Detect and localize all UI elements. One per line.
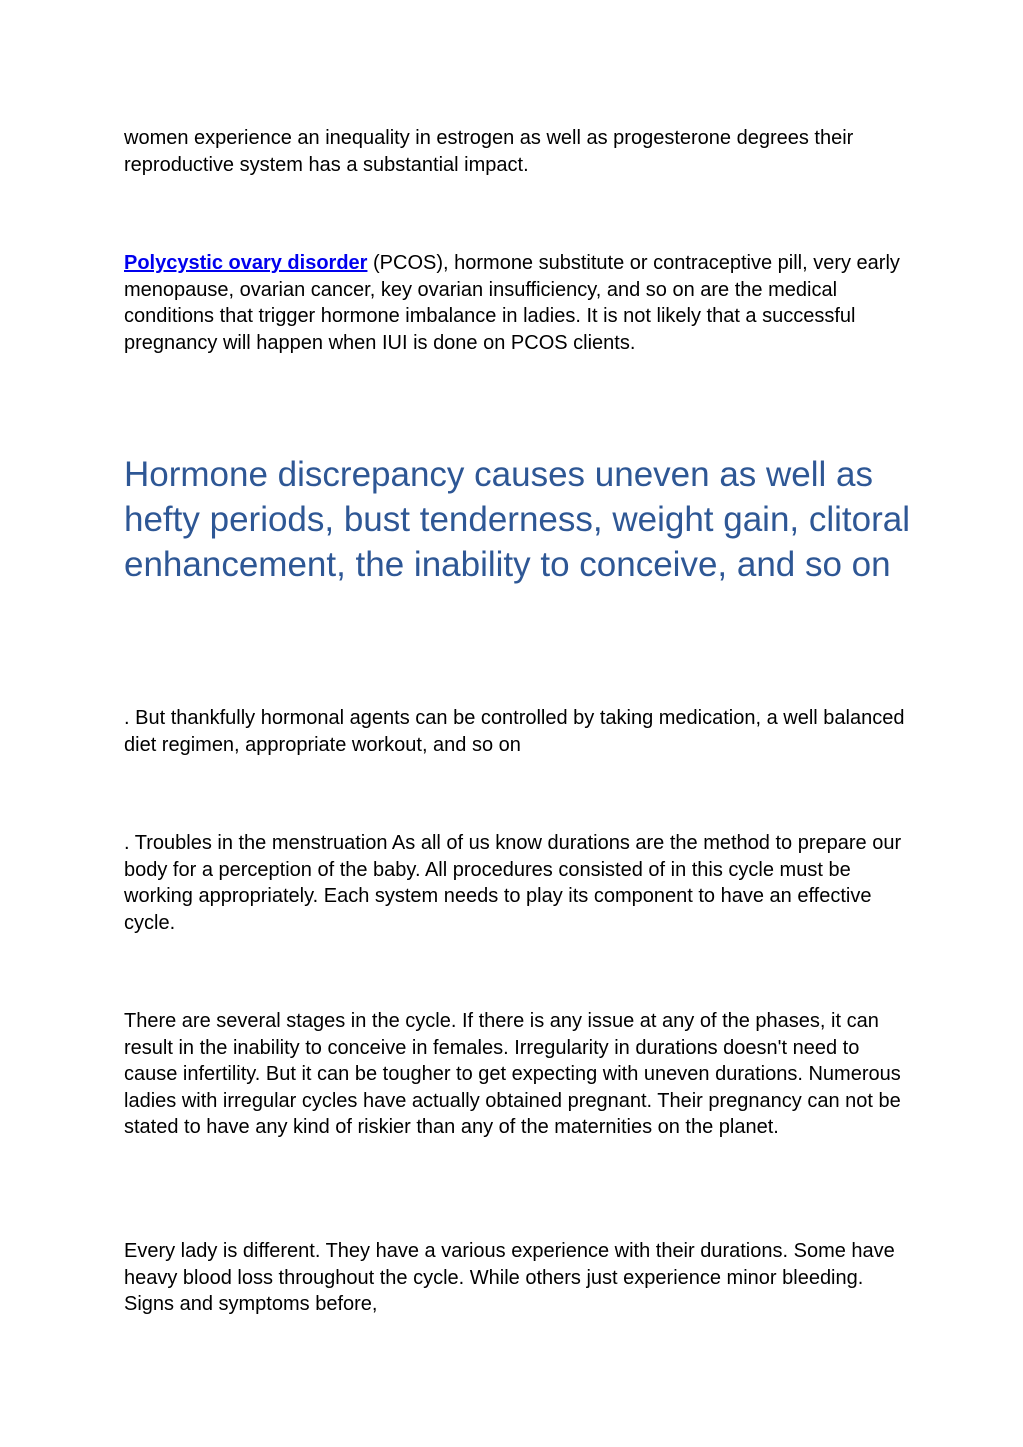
paragraph-4: . Troubles in the menstruation As all of us know durations are the method to prepare our body for a perception of the baby. All procedures consisted of in this cycle must be working appropriately. Each system needs to play its component to have an effective cycle. bbox=[124, 832, 902, 934]
paragraph-2 bbox=[124, 250, 914, 356]
paragraph-1: women experience an inequality in estrogen as well as progesterone degrees their reproductive system has a substantial impact. bbox=[124, 127, 854, 176]
paragraph-6: Every lady is different. They have a various experience with their durations. Some have heavy blood loss throughout the cycle. While others just experience minor bleeding. Signs and symptoms before, bbox=[124, 1240, 895, 1315]
paragraph-3: . But thankfully hormonal agents can be controlled by taking medication, a well balanced diet regimen, appropriate workout, and so on bbox=[124, 707, 905, 756]
paragraph-2-text: (PCOS), hormone substitute or contraceptive pill, very early menopause, ovarian cancer, key ovarian insufficiency, and so on are the medical conditions that trigger hormone imbalance in ladies. It is not likely that a successful pregnancy will happen when IUI is done on PCOS clients. bbox=[124, 252, 900, 354]
section-heading: Hormone discrepancy causes uneven as well as hefty periods, bust tenderness, weight gain, clitoral enhancement, the inability to conceive, and so on bbox=[124, 455, 910, 584]
paragraph-5: There are several stages in the cycle. If there is any issue at any of the phases, it can result in the inability to conceive in females. Irregularity in durations doesn't need to cause infertility. But it can be tougher to get expecting with uneven durations. Numerous ladies with irregular cycles have actually obtained pregnant. Their pregnancy can not be stated to have any kind of riskier than any of the maternities on the planet. bbox=[124, 1010, 901, 1138]
pcos-link[interactable]: Polycystic ovary disorder bbox=[124, 252, 368, 274]
